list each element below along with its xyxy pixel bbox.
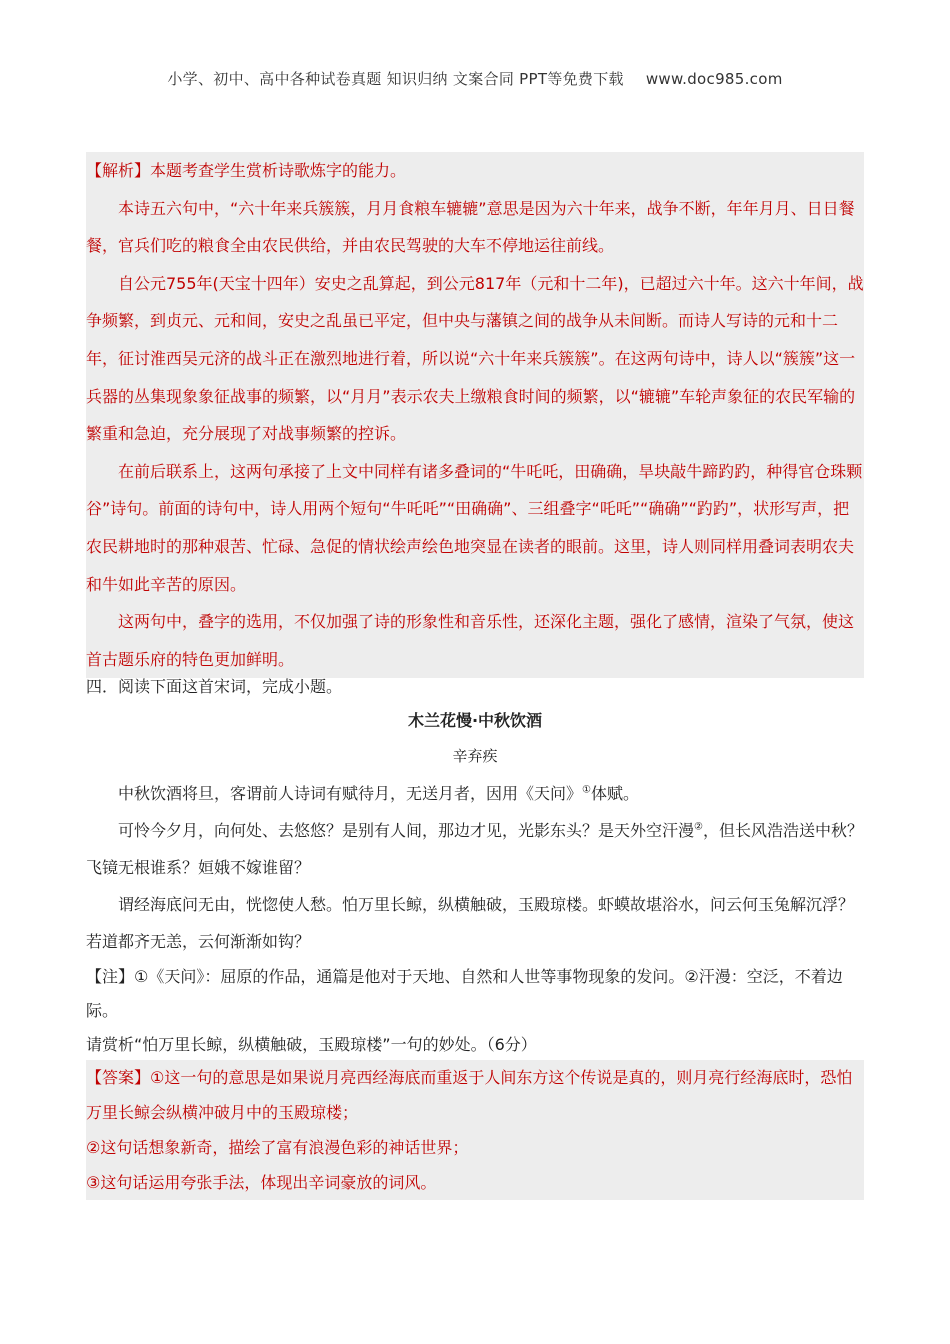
analysis-paragraph: 自公元755年(天宝十四年）安史之乱算起，到公元817年（元和十二年)，已超过六十年。这六十年间，战争频繁，到贞元、元和间，安史之乱虽已平定，但中央与藩镇之间的战争从未间断。而诗人写诗的元和十二年，征讨淮西吴元济的战斗正在激烈地进行着，所以说“六十年来兵簇簇”。在这两句诗中，诗人以“簇簇”这一兵器的丛集现象象征战事的频繁，以“月月”表示农夫上缴粮食时间的频繁，以“辘辘”车轮声象征的农民军输的繁重和急迫，充分展现了对战事频繁的控诉。: [86, 273, 864, 444]
analysis-intro: [86, 152, 864, 190]
answer-line: ③这句话运用夸张手法，体现出辛词豪放的词风。: [86, 1173, 437, 1192]
analysis-intro-text: 本题考查学生赏析诗歌炼字的能力。: [150, 161, 407, 180]
header-text: 小学、初中、高中各种试卷真题 知识归纳 文案合同 PPT等免费下载: [167, 70, 624, 88]
header-site-link[interactable]: www.doc985.com: [645, 70, 783, 88]
analysis-paragraph: 在前后联系上，这两句承接了上文中同样有诸多叠词的“牛吒吒，田确确，旱块敲牛蹄趵趵，种得官仓珠颗谷”诗句。前面的诗句中，诗人用两个短句“牛吒吒”“田确确”、三组叠字“吒吒”“确确”“趵趵”，状形写声，把农民耕地时的那种艰苦、忙碌、急促的情状绘声绘色地突显在读者的眼前。这里，诗人则同样用叠词表明农夫和牛如此辛苦的原因。: [86, 461, 863, 594]
analysis-paragraph: 这两句中，叠字的选用，不仅加强了诗的形象性和音乐性，还深化主题，强化了感情，渲染了气氛，使这首古题乐府的特色更加鲜明。: [86, 612, 855, 669]
answer-line-text: ①这一句的意思是如果说月亮西经海底而重返于人间东方这个传说是真的，则月亮行经海底时，恐怕万里长鲸会纵横冲破月中的玉殿琼楼；: [86, 1068, 853, 1122]
footnote-mark: ②: [694, 821, 703, 833]
poem-stanza-1-text: 可怜今夕月，向何处、去悠悠？是别有人间，那边才见，光影东头？是天外空汗漫: [118, 821, 695, 840]
poem-author: 辛弃疾: [452, 747, 498, 765]
poem-stanza-2: 谓经海底问无由，恍惚使人愁。怕万里长鲸，纵横触破，玉殿琼楼。虾蟆故堪浴水，问云何玉兔解沉浮？若道都齐无恙，云何渐渐如钩？: [86, 895, 855, 951]
question-section: [86, 670, 864, 1062]
analysis-label: 【解析】: [86, 161, 151, 180]
question-heading: 四．阅读下面这首宋词，完成小题。: [86, 677, 343, 696]
poem-title: 木兰花慢·中秋饮酒: [407, 711, 543, 730]
poem-stanza-1-text-end: ，但长风浩浩送中秋？飞镜无根谁系？姮娥不嫁谁留？: [86, 821, 863, 877]
poem-preface-text: 中秋饮酒将旦，客谓前人诗词有赋待月，无送月者，因用《天问》: [118, 784, 583, 803]
analysis-paragraph: 本诗五六句中，“六十年来兵簇簇，月月食粮车辘辘”意思是因为六十年来，战争不断，年年月月、日日餐餐，官兵们吃的粮食全由农民供给，并由农民驾驶的大车不停地运往前线。: [86, 198, 855, 256]
answer-section: [86, 1060, 864, 1200]
poem-stanza-1: [86, 812, 864, 886]
poem-preface: [86, 775, 864, 812]
answer-label: 【答案】: [86, 1068, 151, 1087]
footnote-mark: ①: [582, 784, 591, 796]
answer-line: ②这句话想象新奇，描绘了富有浪漫色彩的神话世界；: [86, 1138, 469, 1157]
analysis-section: [86, 152, 864, 678]
poem-note: 【注】①《天问》：屈原的作品，通篇是他对于天地、自然和人世等事物现象的发问。②汗漫：空泛，不着边际。: [86, 967, 843, 1020]
question-prompt: 请赏析“怕万里长鲸，纵横触破，玉殿琼楼”一句的妙处。（6分）: [86, 1035, 537, 1054]
answer-line: [86, 1060, 864, 1130]
page-header: [0, 68, 950, 89]
poem-preface-text-end: 体赋。: [590, 784, 639, 803]
